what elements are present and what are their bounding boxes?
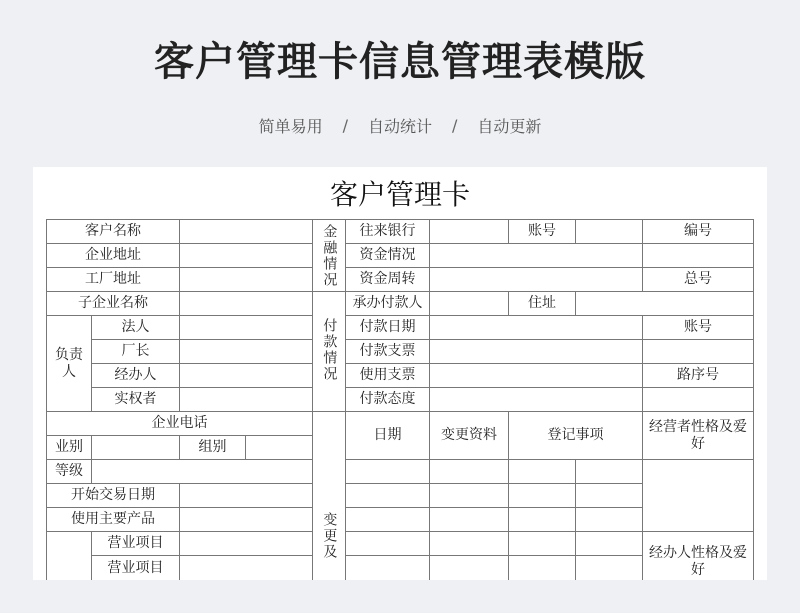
label-responsible: 负责人 [47,316,92,412]
value-start-trade-date[interactable] [180,484,313,508]
business-items-group [47,532,92,580]
label-group: 组别 [180,436,246,460]
value-subsidiary-name[interactable] [180,292,313,316]
value-address[interactable] [576,292,754,316]
record-register-item[interactable] [509,532,576,556]
record-register-item[interactable] [509,460,576,484]
label-handler: 经办人 [92,364,180,388]
header-register-items: 登记事项 [509,412,643,460]
separator: / [452,116,458,135]
label-payment-attitude: 付款态度 [346,388,430,412]
label-customer-name: 客户名称 [47,220,180,244]
header-date: 日期 [346,412,430,460]
record-register-item[interactable] [509,508,576,532]
label-factory-director: 厂长 [92,340,180,364]
value-fund-turnover[interactable] [430,268,643,292]
label-legal-person: 法人 [92,316,180,340]
label-number: 编号 [643,220,754,244]
separator: / [342,116,348,135]
feature-easy: 简单易用 [258,117,323,136]
label-operator-character: 经营者性格及爱好 [643,412,754,460]
label-payer: 承办付款人 [346,292,430,316]
label-business-items-2: 营业项目 [92,556,180,580]
label-business-type: 业别 [47,436,92,460]
record-change-data[interactable] [430,556,509,580]
label-financial-status: 金融情况 [313,220,346,292]
label-use-check: 使用支票 [346,364,430,388]
record-date[interactable] [346,556,430,580]
record-date[interactable] [346,532,430,556]
label-business-items: 营业项目 [92,532,180,556]
label-account-2: 账号 [643,316,754,340]
value-fund-status[interactable] [430,244,643,268]
value-number[interactable] [643,244,754,268]
value-business-items[interactable] [180,532,313,556]
record-register-item[interactable] [576,556,643,580]
value-payer[interactable] [430,292,509,316]
label-main-products: 使用主要产品 [47,508,180,532]
value-account-2[interactable] [643,340,754,364]
value-factory-director[interactable] [180,340,313,364]
label-company-address: 企业地址 [47,244,180,268]
label-company-phone: 企业电话 [47,412,313,436]
value-operator-character[interactable] [643,460,754,532]
record-register-item[interactable] [509,484,576,508]
value-main-products[interactable] [180,508,313,532]
value-bank[interactable] [430,220,509,244]
label-bank: 往来银行 [346,220,430,244]
label-start-trade-date: 开始交易日期 [47,484,180,508]
record-change-data[interactable] [430,460,509,484]
customer-card-sheet [33,167,767,580]
value-payment-attitude[interactable] [430,388,643,412]
value-business-items-2[interactable] [180,556,313,580]
value-customer-name[interactable] [180,220,313,244]
record-register-item[interactable] [576,532,643,556]
value-payment-check[interactable] [430,340,643,364]
label-payment-date: 付款日期 [346,316,430,340]
record-change-data[interactable] [430,508,509,532]
page-title: 客户管理卡信息管理表模版 [154,39,646,85]
feature-auto-stats: 自动统计 [367,117,432,136]
record-date[interactable] [346,460,430,484]
record-register-item[interactable] [576,460,643,484]
record-date[interactable] [346,484,430,508]
value-group[interactable] [246,436,313,460]
label-address: 住址 [509,292,576,316]
header-change-data: 变更资料 [430,412,509,460]
label-payment-status: 付款情况 [313,292,346,412]
record-register-item[interactable] [576,484,643,508]
label-factory-address: 工厂地址 [47,268,180,292]
label-route-number: 路序号 [643,364,754,388]
label-fund-status: 资金情况 [346,244,430,268]
label-handler-character: 经办人性格及爱好 [643,532,754,580]
value-actual-controller[interactable] [180,388,313,412]
record-register-item[interactable] [509,556,576,580]
record-register-item[interactable] [576,508,643,532]
value-account[interactable] [576,220,643,244]
label-payment-check: 付款支票 [346,340,430,364]
feature-tagline [0,114,800,137]
label-fund-turnover: 资金周转 [346,268,430,292]
value-use-check[interactable] [430,364,643,388]
label-actual-controller: 实权者 [92,388,180,412]
card-title: 客户管理卡 [329,178,470,211]
label-change-records: 变更及 [313,412,346,580]
record-change-data[interactable] [430,484,509,508]
value-factory-address[interactable] [180,268,313,292]
value-business-type[interactable] [92,436,180,460]
record-date[interactable] [346,508,430,532]
value-handler[interactable] [180,364,313,388]
feature-auto-update: 自动更新 [477,117,542,136]
record-change-data[interactable] [430,532,509,556]
label-grade: 等级 [47,460,92,484]
value-legal-person[interactable] [180,316,313,340]
label-subsidiary-name: 子企业名称 [47,292,180,316]
value-payment-date[interactable] [430,316,643,340]
value-grade[interactable] [92,460,313,484]
label-total-number: 总号 [643,268,754,292]
value-route-number[interactable] [643,388,754,412]
value-company-address[interactable] [180,244,313,268]
customer-card-table [46,219,754,580]
label-account: 账号 [509,220,576,244]
